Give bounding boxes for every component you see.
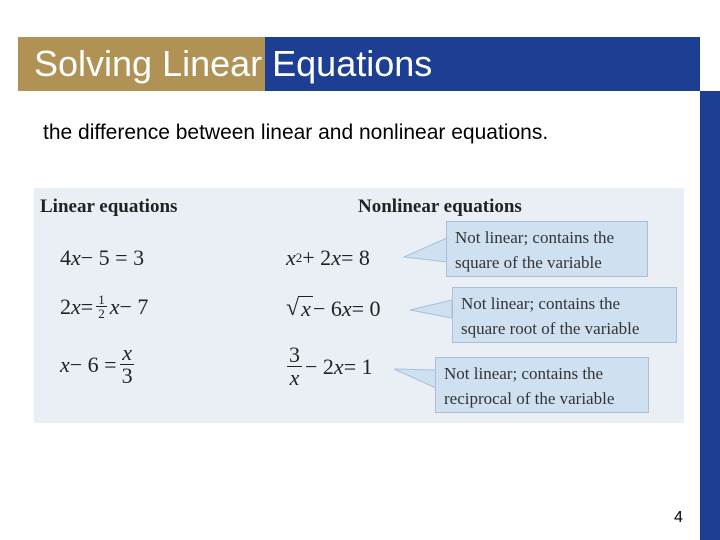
- callout-square-root-line2: square root of the variable: [461, 319, 640, 338]
- callout-square: [446, 221, 648, 277]
- nonlinear-3-frac-den: x: [289, 365, 300, 390]
- slide-subtitle: the difference between linear and nonlinear equations.: [43, 121, 549, 144]
- linear-3-frac-num: x: [122, 340, 132, 365]
- linear-1-rest: − 5 = 3: [80, 245, 145, 270]
- callout-pointer-1: [404, 238, 447, 262]
- nonlinear-1-end: = 8: [340, 245, 370, 270]
- linear-2-var-b: x: [109, 293, 120, 319]
- callout-square-root-line1: Not linear; contains the: [461, 294, 621, 313]
- callout-square-line2: square of the variable: [455, 253, 602, 272]
- nonlinear-3-end: = 1: [343, 353, 373, 379]
- nonlinear-1-var-b: x: [331, 245, 341, 270]
- callout-pointer-3: [394, 369, 436, 388]
- nonlinear-1-var: x: [286, 245, 296, 270]
- linear-3-frac-den: 3: [121, 363, 133, 388]
- radical-sign: √: [286, 295, 300, 322]
- slide-title: Solving Linear Equations: [34, 43, 433, 84]
- nonlinear-2-end: = 0: [351, 296, 381, 321]
- linear-1-var: x: [71, 245, 81, 270]
- page-number: 4: [674, 509, 683, 526]
- nonlinear-2-var-b: x: [341, 296, 352, 321]
- nonlinear-1-plus: + 2: [302, 245, 332, 270]
- linear-3-var: x: [60, 351, 70, 377]
- callout-square-line1: Not linear; contains the: [455, 228, 615, 247]
- linear-equations-header: Linear equations: [40, 196, 178, 217]
- linear-2-coef: 2: [60, 293, 71, 319]
- nonlinear-3-var: x: [333, 353, 344, 379]
- nonlinear-3-minus: − 2: [305, 353, 334, 379]
- linear-2-eq: =: [80, 293, 94, 319]
- callout-pointer-2: [410, 300, 452, 318]
- linear-3-rest: − 6 =: [69, 351, 117, 377]
- nonlinear-3-frac-num: 3: [289, 342, 300, 367]
- nonlinear-equations-header: Nonlinear equations: [358, 196, 522, 217]
- linear-1-coef: 4: [60, 245, 71, 270]
- callout-square-root: [452, 287, 677, 343]
- linear-2-rest: − 7: [119, 293, 149, 319]
- nonlinear-2-minus: − 6: [312, 296, 342, 321]
- callout-reciprocal-line1: Not linear; contains the: [444, 364, 604, 383]
- callout-reciprocal-line2: reciprocal of the variable: [444, 389, 615, 408]
- linear-2-frac-num: 1: [98, 292, 105, 307]
- callout-reciprocal: [435, 357, 649, 413]
- linear-2-frac-den: 2: [98, 306, 105, 321]
- nonlinear-1-exponent: 2: [295, 250, 303, 265]
- linear-2-var-a: x: [71, 293, 81, 319]
- nonlinear-2-var: x: [301, 296, 311, 322]
